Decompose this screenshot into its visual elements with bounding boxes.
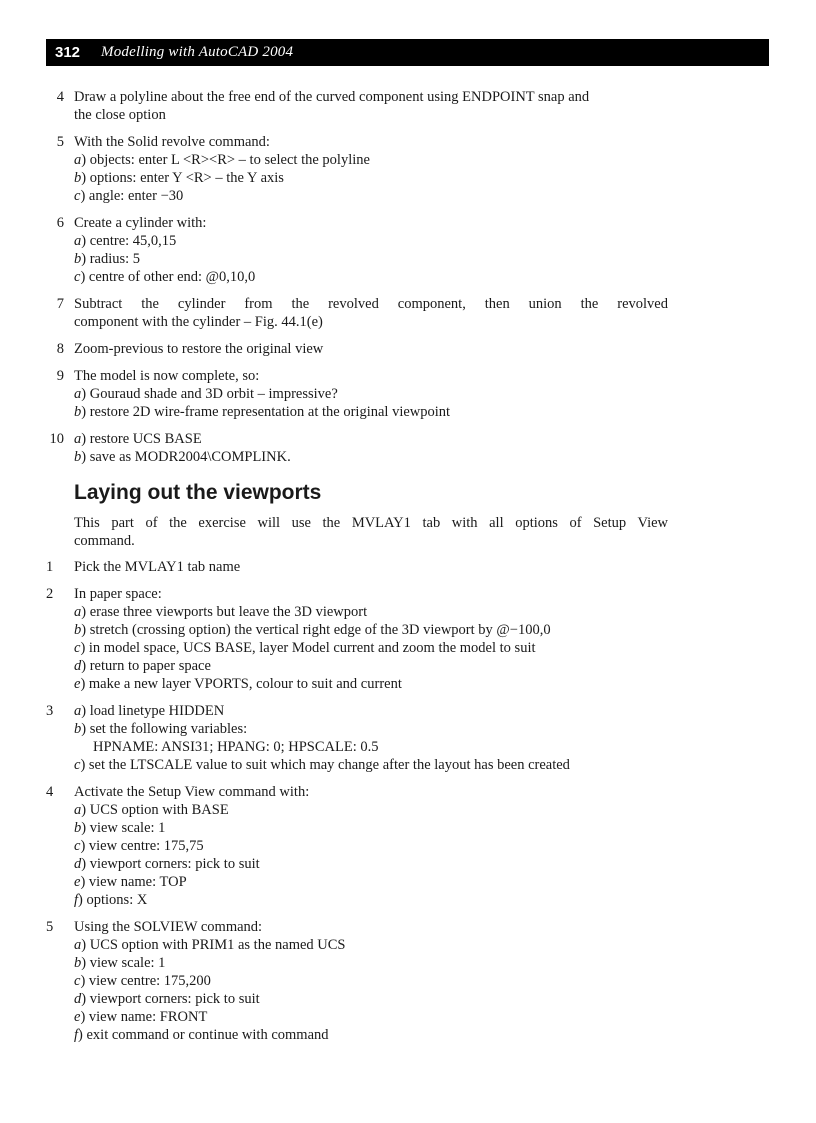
sub-item-paren: ) (80, 640, 89, 656)
section-heading: Laying out the viewports (74, 481, 322, 504)
line-text: Draw a polyline about the free end of the curved component using ENDPOINT snap and (74, 89, 590, 105)
line-text: HPNAME: ANSI31; HPANG: 0; HPSCALE: 0.5 (93, 739, 379, 755)
sub-item (74, 855, 668, 873)
line-text: Zoom-previous to restore the original view (74, 341, 324, 357)
step-number: 5 (56, 134, 64, 150)
line-text: exit command or continue with command (86, 1027, 329, 1043)
sub-item-paren: ) (80, 676, 89, 692)
sub-item (74, 151, 668, 169)
sub-item (74, 819, 668, 837)
sub-item-letter: c (74, 640, 81, 656)
sub-item-letter: a (74, 152, 82, 168)
sub-item-paren: ) (81, 955, 90, 971)
line-text: This part of the exercise will use the MVLAY1 tab with all options of Setup View (74, 515, 668, 531)
sub-item-letter: e (74, 874, 81, 890)
line-text: restore 2D wire-frame representation at the original viewpoint (89, 404, 451, 420)
line-text: Pick the MVLAY1 tab name (74, 559, 241, 575)
sub-item-letter: b (74, 622, 82, 638)
step-text (74, 340, 668, 358)
sub-item (74, 232, 668, 250)
sub-item (74, 430, 668, 448)
page-number: 312 (55, 44, 81, 61)
sub-item-letter: c (74, 269, 81, 285)
sub-item-paren: ) (80, 973, 89, 989)
sub-item-paren: ) (78, 1027, 87, 1043)
sub-item-paren: ) (81, 404, 90, 420)
sub-item (74, 702, 668, 720)
running-title: Modelling with AutoCAD 2004 (101, 44, 294, 60)
line-text: view name: FRONT (88, 1009, 208, 1025)
sub-item-paren: ) (81, 170, 90, 186)
line-text: set the LTSCALE value to suit which may change after the layout has been created (88, 757, 570, 773)
step-number: 4 (56, 89, 64, 105)
line-text: radius: 5 (89, 251, 141, 267)
sub-item (74, 639, 668, 657)
sub-item-paren: ) (80, 1009, 89, 1025)
line-text: set the following variables: (89, 721, 248, 737)
sub-item-paren: ) (81, 721, 90, 737)
sub-item (74, 603, 668, 621)
sub-item-letter: b (74, 955, 82, 971)
sub-item (74, 756, 668, 774)
line-text: Subtract the cylinder from the revolved component, then union the revolved (74, 296, 668, 312)
line-text: viewport corners: pick to suit (89, 856, 260, 872)
sub-item-paren: ) (81, 703, 90, 719)
sub-item-paren: ) (81, 251, 90, 267)
sub-item-letter: b (74, 721, 82, 737)
line-text: UCS option with BASE (89, 802, 229, 818)
sub-item (74, 403, 668, 421)
sub-item-letter: c (74, 838, 81, 854)
line-text: options: X (86, 892, 148, 908)
step-number: 6 (56, 215, 64, 231)
sub-item (74, 720, 668, 738)
step-number: 1 (46, 559, 54, 575)
sub-item-letter: a (74, 937, 82, 953)
sub-item-paren: ) (80, 838, 89, 854)
sub-item (74, 169, 668, 187)
step-text (74, 783, 668, 801)
sub-item-paren: ) (81, 991, 90, 1007)
line-text: view scale: 1 (89, 955, 166, 971)
sub-item-letter: c (74, 757, 81, 773)
line-text: the close option (74, 107, 166, 123)
sub-item-paren: ) (81, 233, 90, 249)
step-text (74, 106, 668, 124)
sub-item-paren: ) (81, 386, 90, 402)
line-text: command. (74, 533, 135, 549)
line-text: make a new layer VPORTS, colour to suit and current (88, 676, 402, 692)
sub-item-letter: a (74, 802, 82, 818)
line-text: view scale: 1 (89, 820, 166, 836)
sub-item (74, 1008, 668, 1026)
sub-item-paren: ) (81, 802, 90, 818)
step-text (74, 558, 668, 576)
sub-item-paren: ) (78, 892, 87, 908)
line-text: return to paper space (89, 658, 211, 674)
step-number: 7 (56, 296, 64, 312)
sub-item (74, 837, 668, 855)
line-text: view centre: 175,75 (88, 838, 204, 854)
sub-item (74, 954, 668, 972)
sub-item-paren: ) (81, 820, 90, 836)
sub-item (74, 936, 668, 954)
step-text (74, 585, 668, 603)
sub-item (74, 873, 668, 891)
sub-item-letter: b (74, 251, 82, 267)
sub-item-letter: a (74, 431, 82, 447)
sub-item (74, 187, 668, 205)
sub-item-letter: a (74, 604, 82, 620)
sub-item (74, 250, 668, 268)
step-number: 10 (49, 431, 64, 447)
step-number: 3 (46, 703, 54, 719)
line-text: objects: enter L <R><R> – to select the polyline (89, 152, 370, 168)
sub-item (74, 657, 668, 675)
line-text: viewport corners: pick to suit (89, 991, 260, 1007)
sub-item-letter: b (74, 449, 82, 465)
step-text (74, 532, 668, 550)
sub-item-letter: a (74, 703, 82, 719)
step-number: 4 (46, 784, 54, 800)
line-text: UCS option with PRIM1 as the named UCS (89, 937, 346, 953)
sub-item-letter: e (74, 1009, 81, 1025)
sub-item (74, 972, 668, 990)
line-text: In paper space: (74, 586, 162, 602)
sub-item (74, 801, 668, 819)
step-text (74, 313, 668, 331)
sub-item (74, 891, 668, 909)
sub-item-letter: a (74, 386, 82, 402)
line-text: Create a cylinder with: (74, 215, 207, 231)
sub-item (74, 621, 668, 639)
step-number: 8 (56, 341, 64, 357)
line-text: save as MODR2004\COMPLINK. (89, 449, 291, 465)
sub-item-paren: ) (80, 188, 89, 204)
line-text: options: enter Y <R> – the Y axis (89, 170, 284, 186)
sub-item-letter: d (74, 856, 82, 872)
sub-item (74, 990, 668, 1008)
step-text (74, 88, 668, 106)
step-text (74, 918, 668, 936)
line-text: restore UCS BASE (89, 431, 202, 447)
sub-item (74, 675, 668, 693)
line-text: Using the SOLVIEW command: (74, 919, 263, 935)
line-text: With the Solid revolve command: (74, 134, 270, 150)
line-text: view name: TOP (88, 874, 187, 890)
sub-item-letter: d (74, 658, 82, 674)
sub-item (74, 1026, 668, 1044)
sub-item-letter: f (74, 1027, 79, 1043)
line-text: Gouraud shade and 3D orbit – impressive? (89, 386, 338, 402)
line-text: centre of other end: @0,10,0 (88, 269, 256, 285)
sub-item-paren: ) (80, 757, 89, 773)
line-text: stretch (crossing option) the vertical right edge of the 3D viewport by @−100,0 (89, 622, 551, 638)
sub-item-paren: ) (80, 874, 89, 890)
step-text (74, 295, 668, 313)
step-text (74, 514, 668, 532)
sub-item-paren: ) (81, 658, 90, 674)
line-text: Activate the Setup View command with: (74, 784, 310, 800)
line-text: view centre: 175,200 (88, 973, 211, 989)
sub-item-letter: f (74, 892, 79, 908)
sub-item-paren: ) (81, 622, 90, 638)
step-text (74, 367, 668, 385)
step-text (74, 214, 668, 232)
step-text (93, 738, 687, 756)
sub-item-paren: ) (81, 449, 90, 465)
line-text: angle: enter −30 (88, 188, 184, 204)
step-number: 9 (56, 368, 64, 384)
sub-item (74, 268, 668, 286)
line-text: erase three viewports but leave the 3D viewport (89, 604, 368, 620)
step-number: 5 (46, 919, 54, 935)
step-number: 2 (46, 586, 54, 602)
running-header (46, 39, 769, 66)
line-text: load linetype HIDDEN (89, 703, 225, 719)
sub-item-letter: d (74, 991, 82, 1007)
sub-item-paren: ) (81, 937, 90, 953)
line-text: centre: 45,0,15 (89, 233, 177, 249)
sub-item-letter: c (74, 973, 81, 989)
sub-item-paren: ) (80, 269, 89, 285)
sub-item-paren: ) (81, 856, 90, 872)
sub-item-paren: ) (81, 431, 90, 447)
step-text (74, 133, 668, 151)
line-text: component with the cylinder – Fig. 44.1(e) (74, 314, 323, 330)
line-text: The model is now complete, so: (74, 368, 260, 384)
sub-item (74, 385, 668, 403)
sub-item (74, 448, 668, 466)
sub-item-letter: b (74, 820, 82, 836)
sub-item-letter: c (74, 188, 81, 204)
sub-item-letter: e (74, 676, 81, 692)
line-text: in model space, UCS BASE, layer Model current and zoom the model to suit (88, 640, 536, 656)
sub-item-letter: b (74, 170, 82, 186)
sub-item-paren: ) (81, 604, 90, 620)
sub-item-letter: a (74, 233, 82, 249)
sub-item-letter: b (74, 404, 82, 420)
sub-item-paren: ) (81, 152, 90, 168)
